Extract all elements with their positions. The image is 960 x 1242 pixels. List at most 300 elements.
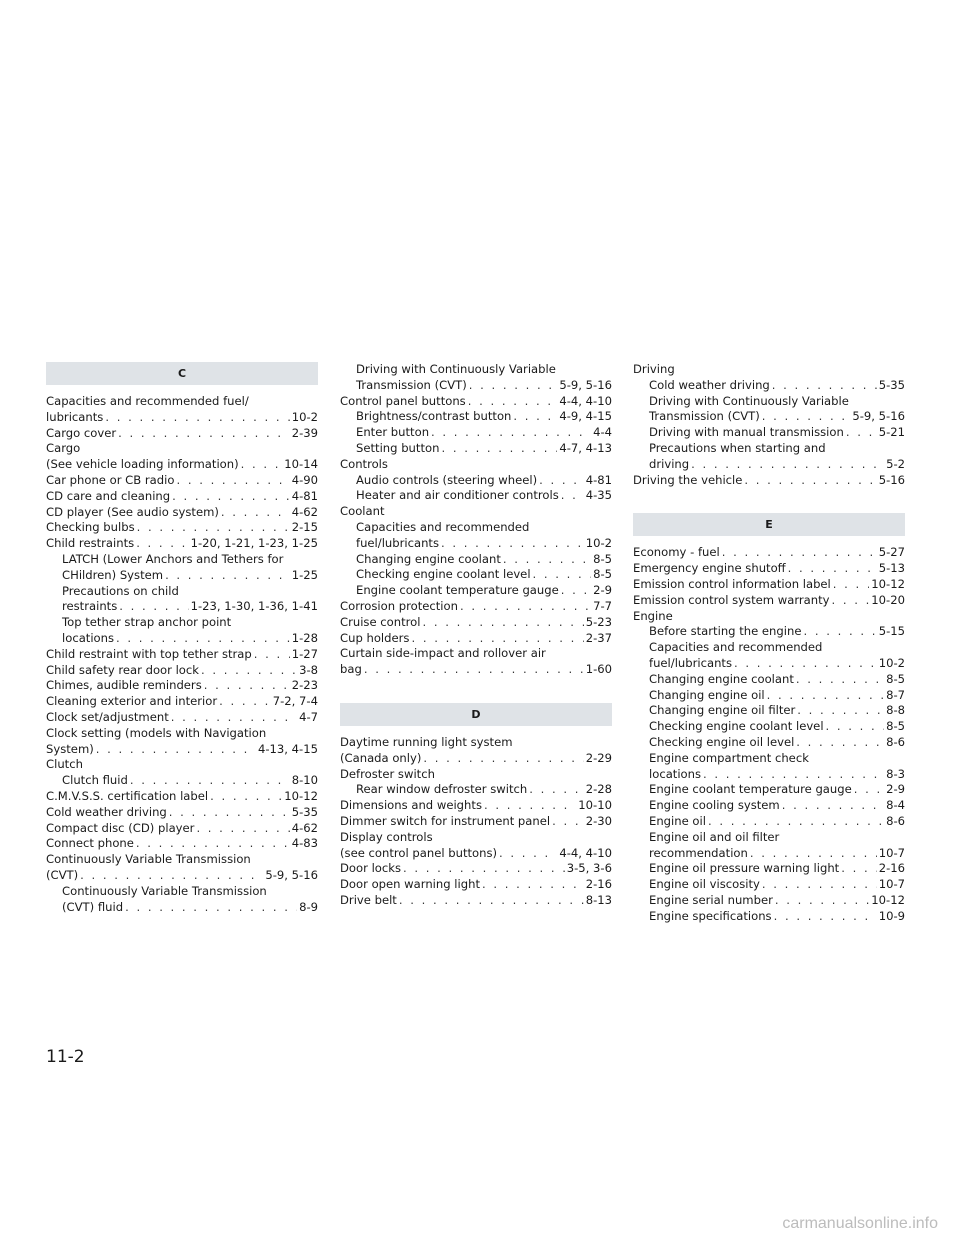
dot-leader	[196, 821, 289, 837]
dot-leader	[399, 893, 584, 909]
index-column-1	[46, 362, 318, 915]
index-entry	[46, 536, 318, 552]
section-header: C	[46, 362, 318, 385]
entry-text: C.M.V.S.S. certification label	[46, 788, 209, 803]
entry-text: Emission control system warranty	[633, 592, 830, 607]
index-entry	[633, 735, 905, 751]
dot-leader	[484, 798, 576, 814]
index-heading: Engine compartment check	[649, 750, 809, 765]
dot-leader	[796, 735, 884, 751]
index-entry	[46, 710, 318, 726]
entry-page: 4-4, 4-10	[559, 393, 612, 408]
dot-leader	[130, 773, 290, 789]
entry-page: 5-16	[878, 472, 905, 487]
entry-page: 4-7, 4-13	[559, 440, 612, 455]
entry-text: Door open warning light	[340, 877, 480, 892]
entry-text: Dimensions and weights	[340, 798, 482, 813]
index-entry	[46, 473, 318, 489]
entry-text: recommendation	[649, 845, 748, 860]
index-entry	[46, 489, 318, 505]
dot-leader	[204, 678, 290, 694]
index-entry	[340, 751, 612, 767]
entry-text: Engine coolant temperature gauge	[649, 782, 852, 797]
entry-page: 5-21	[878, 425, 905, 440]
page-number: 11-2	[46, 1047, 85, 1067]
index-entry	[633, 877, 905, 893]
entry-text: Engine oil	[649, 813, 706, 828]
entry-page: 5-13	[878, 561, 905, 576]
index-column-3	[633, 362, 905, 925]
index-entry	[633, 624, 905, 640]
dot-leader	[118, 426, 290, 442]
index-heading: Top tether strap anchor point	[62, 615, 232, 630]
dot-leader	[797, 703, 884, 719]
entry-text: CHildren) System	[62, 567, 164, 582]
index-entry	[340, 488, 612, 504]
dot-leader	[772, 378, 877, 394]
index-heading: Cargo	[46, 441, 81, 456]
index-entry	[633, 688, 905, 704]
index-entry	[46, 868, 318, 884]
entry-text: Changing engine coolant	[356, 551, 501, 566]
index-entry	[633, 861, 905, 877]
index-entry	[633, 719, 905, 735]
dot-leader	[775, 893, 869, 909]
index-entry	[633, 545, 905, 561]
entry-page: 10-12	[871, 892, 905, 907]
index-column-2	[340, 362, 612, 909]
dot-leader	[364, 662, 584, 678]
index-heading: Defroster switch	[340, 766, 435, 781]
index-entry	[340, 441, 612, 457]
dot-leader	[561, 583, 591, 599]
entry-page: 10-12	[871, 576, 905, 591]
dot-leader	[833, 577, 870, 593]
index-entry	[340, 536, 612, 552]
section-gap	[340, 678, 612, 703]
entry-page: 2-23	[291, 678, 318, 693]
entry-text: Cold weather driving	[649, 377, 770, 392]
dot-leader	[796, 672, 884, 688]
dot-leader	[803, 624, 876, 640]
entry-page: 4-81	[585, 472, 612, 487]
entry-text: Child restraints	[46, 536, 135, 551]
index-entry	[633, 656, 905, 672]
entry-text: Car phone or CB radio	[46, 472, 175, 487]
entry-page: 8-4	[886, 798, 905, 813]
dot-leader	[762, 409, 851, 425]
index-heading: Capacities and recommended fuel/	[46, 394, 249, 408]
dot-leader	[423, 751, 583, 767]
entry-page: 5-23	[585, 614, 612, 629]
entry-text: Checking engine coolant level	[649, 719, 824, 734]
index-entry	[633, 798, 905, 814]
entry-page: 8-5	[593, 551, 612, 566]
entry-page: 2-30	[585, 813, 612, 828]
entry-text: (CVT) fluid	[62, 899, 124, 914]
dot-leader	[210, 789, 282, 805]
entry-text: driving	[649, 456, 690, 471]
dot-leader	[441, 441, 557, 457]
index-entry	[46, 631, 318, 647]
index-entry	[340, 615, 612, 631]
dot-leader	[201, 663, 297, 679]
section-header: D	[340, 703, 612, 726]
section-header: E	[633, 513, 905, 536]
index-heading: Continuously Variable Transmission	[62, 883, 267, 898]
index-entry	[46, 789, 318, 805]
entry-page: 2-16	[878, 861, 905, 876]
entry-text: Drive belt	[340, 892, 397, 907]
watermark: carmanualsonline.info	[782, 1215, 938, 1232]
index-entry	[46, 520, 318, 536]
entry-page: 1-28	[291, 630, 318, 645]
entry-text: Engine specifications	[649, 908, 772, 923]
dot-leader	[529, 782, 583, 798]
entry-text: CD player (See audio system)	[46, 504, 219, 519]
entry-text: Heater and air conditioner controls	[356, 488, 559, 503]
index-heading: Driving	[633, 362, 675, 376]
entry-text: Brightness/contrast button	[356, 409, 512, 424]
entry-page: 4-62	[291, 504, 318, 519]
index-entry	[633, 846, 905, 862]
index-entry	[340, 394, 612, 410]
dot-leader	[826, 719, 885, 735]
entry-text: Connect phone	[46, 836, 134, 851]
index-heading: Capacities and recommended	[649, 640, 823, 655]
entry-page: 8-6	[886, 813, 905, 828]
index-entry	[340, 877, 612, 893]
entry-text: Rear window defroster switch	[356, 782, 528, 797]
dot-leader	[782, 798, 884, 814]
entry-page: 4-13, 4-15	[258, 741, 318, 756]
entry-page: 2-29	[585, 750, 612, 765]
dot-leader	[744, 473, 876, 489]
entry-text: Checking engine coolant level	[356, 567, 531, 582]
entry-text: Transmission (CVT)	[356, 377, 467, 392]
entry-page: 5-35	[878, 377, 905, 392]
dot-leader	[774, 909, 877, 925]
entry-text: Child safety rear door lock	[46, 662, 199, 677]
dot-leader	[221, 505, 290, 521]
entry-page: 2-16	[585, 877, 612, 892]
entry-page: 4-81	[291, 488, 318, 503]
index-entry	[46, 821, 318, 837]
entry-text: Emergency engine shutoff	[633, 561, 786, 576]
dot-leader	[241, 457, 283, 473]
entry-page: 1-20, 1-21, 1-23, 1-25	[190, 536, 318, 551]
entry-text: (Canada only)	[340, 750, 422, 765]
index-heading: Clock setting (models with Navigation	[46, 725, 267, 740]
entry-page: 5-15	[878, 624, 905, 639]
dot-leader	[722, 545, 877, 561]
entry-page: 4-4	[593, 425, 612, 440]
index-entry	[633, 593, 905, 609]
dot-leader	[832, 593, 870, 609]
index-entry	[46, 805, 318, 821]
dot-leader	[80, 868, 263, 884]
dot-leader	[708, 814, 884, 830]
dot-leader	[136, 836, 290, 852]
index-entry	[340, 846, 612, 862]
entry-page: 3-8	[299, 662, 318, 677]
index-entry	[46, 457, 318, 473]
dot-leader	[176, 473, 289, 489]
entry-page: 8-5	[886, 719, 905, 734]
dot-leader	[422, 615, 583, 631]
entry-text: restraints	[62, 599, 118, 614]
entry-text: (CVT)	[46, 867, 79, 882]
dot-leader	[767, 688, 884, 704]
entry-page: 8-5	[886, 671, 905, 686]
index-heading: Curtain side-impact and rollover air	[340, 646, 546, 661]
entry-page: 4-7	[299, 709, 318, 724]
dot-leader	[539, 473, 584, 489]
index-heading: Daytime running light system	[340, 734, 513, 749]
entry-text: Dimmer switch for instrument panel	[340, 813, 551, 828]
index-entry	[633, 561, 905, 577]
entry-page: 2-39	[291, 425, 318, 440]
dot-leader	[119, 599, 188, 615]
dot-leader	[750, 846, 877, 862]
dot-leader	[846, 425, 877, 441]
entry-text: (See vehicle loading information)	[46, 457, 239, 472]
entry-text: Chimes, audible reminders	[46, 678, 202, 693]
dot-leader	[513, 409, 557, 425]
dot-leader	[431, 425, 591, 441]
index-entry	[340, 814, 612, 830]
entry-text: Driving with manual transmission	[649, 425, 844, 440]
dot-leader	[96, 742, 256, 758]
index-entry	[633, 409, 905, 425]
entry-text: locations	[649, 766, 702, 781]
dot-leader	[762, 877, 877, 893]
dot-leader	[254, 647, 290, 663]
index-entry	[46, 900, 318, 916]
entry-page: 8-7	[886, 687, 905, 702]
dot-leader	[116, 631, 290, 647]
entry-page: 1-25	[291, 567, 318, 582]
index-entry	[340, 893, 612, 909]
entry-page: 10-7	[878, 877, 905, 892]
index-entry	[340, 552, 612, 568]
index-heading: Coolant	[340, 504, 385, 519]
index-heading: Controls	[340, 456, 388, 471]
index-entry	[46, 836, 318, 852]
index-entry	[633, 703, 905, 719]
index-entry	[46, 663, 318, 679]
index-entry	[46, 742, 318, 758]
entry-text: Changing engine oil filter	[649, 703, 796, 718]
entry-page: 4-90	[291, 472, 318, 487]
entry-page: 10-10	[578, 798, 612, 813]
index-heading: Display controls	[340, 829, 433, 844]
entry-page: 7-7	[593, 598, 612, 613]
dot-leader	[460, 599, 591, 615]
entry-page: 5-9, 5-16	[852, 409, 905, 424]
entry-page: 10-2	[291, 409, 318, 424]
index-heading: Capacities and recommended	[356, 519, 530, 534]
dot-leader	[561, 488, 584, 504]
index-entry	[340, 473, 612, 489]
index-entry	[46, 410, 318, 426]
entry-page: 4-4, 4-10	[559, 845, 612, 860]
entry-page: 10-2	[585, 535, 612, 550]
index-entry	[340, 782, 612, 798]
index-heading: Engine	[633, 608, 673, 623]
dot-leader	[136, 536, 188, 552]
entry-text: Before starting the engine	[649, 624, 802, 639]
entry-page: 5-9, 5-16	[559, 377, 612, 392]
dot-leader	[125, 900, 297, 916]
dot-leader	[441, 536, 584, 552]
index-entry	[46, 678, 318, 694]
dot-leader	[105, 410, 289, 426]
entry-page: 2-9	[886, 782, 905, 797]
index-heading: Precautions when starting and	[649, 440, 826, 455]
entry-text: Engine coolant temperature gauge	[356, 583, 559, 598]
entry-text: Cup holders	[340, 630, 410, 645]
entry-text: Cleaning exterior and interior	[46, 694, 218, 709]
entry-page: 7-2, 7-4	[272, 694, 318, 709]
index-heading: Driving with Continuously Variable	[649, 393, 849, 408]
entry-page: 4-83	[291, 836, 318, 851]
index-entry	[46, 505, 318, 521]
entry-page: 8-3	[886, 766, 905, 781]
index-heading: Precautions on child	[62, 583, 179, 598]
entry-text: Setting button	[356, 440, 440, 455]
entry-page: 2-15	[291, 520, 318, 535]
dot-leader	[503, 552, 591, 568]
entry-text: fuel/lubricants	[356, 535, 440, 550]
entry-page: 4-62	[291, 820, 318, 835]
entry-text: Cruise control	[340, 614, 421, 629]
dot-leader	[691, 457, 884, 473]
entry-text: Control panel buttons	[340, 393, 466, 408]
dot-leader	[533, 567, 592, 583]
entry-text: lubricants	[46, 409, 104, 424]
entry-text: Economy - fuel	[633, 545, 720, 560]
dot-leader	[169, 805, 290, 821]
dot-leader	[468, 394, 558, 410]
entry-text: fuel/lubricants	[649, 655, 733, 670]
dot-leader	[219, 694, 271, 710]
index-entry	[633, 378, 905, 394]
entry-page: 2-9	[593, 583, 612, 598]
index-entry	[340, 583, 612, 599]
entry-text: Audio controls (steering wheel)	[356, 472, 538, 487]
entry-text: bag	[340, 662, 362, 677]
index-entry	[46, 647, 318, 663]
entry-text: (see control panel buttons)	[340, 845, 498, 860]
entry-text: Engine oil pressure warning light	[649, 861, 840, 876]
index-heading: Continuously Variable Transmission	[46, 852, 251, 867]
dot-leader	[552, 814, 584, 830]
index-entry	[46, 426, 318, 442]
dot-leader	[703, 767, 884, 783]
entry-text: Clutch fluid	[62, 773, 128, 788]
index-entry	[633, 425, 905, 441]
entry-page: 5-9, 5-16	[265, 867, 318, 882]
entry-page: 10-12	[284, 788, 318, 803]
entry-text: Child restraint with top tether strap	[46, 646, 252, 661]
dot-leader	[165, 568, 290, 584]
index-entry	[340, 409, 612, 425]
entry-text: Corrosion protection	[340, 598, 458, 613]
dot-leader	[854, 782, 884, 798]
entry-page: 4-9, 4-15	[559, 409, 612, 424]
entry-text: Engine oil viscosity	[649, 877, 760, 892]
index-entry	[633, 473, 905, 489]
entry-text: Clock set/adjustment	[46, 709, 169, 724]
index-entry	[46, 694, 318, 710]
entry-page: 8-8	[886, 703, 905, 718]
entry-page: 8-13	[585, 892, 612, 907]
index-entry	[340, 425, 612, 441]
index-entry	[633, 577, 905, 593]
entry-page: 3-5, 3-6	[566, 861, 612, 876]
entry-text: Engine serial number	[649, 892, 773, 907]
entry-page: 5-27	[878, 545, 905, 560]
index-entry	[340, 798, 612, 814]
index-entry	[633, 782, 905, 798]
dot-leader	[841, 861, 876, 877]
index-entry	[633, 767, 905, 783]
index-heading: Driving with Continuously Variable	[356, 362, 556, 376]
entry-page: 1-23, 1-30, 1-36, 1-41	[190, 599, 318, 614]
entry-text: Changing engine oil	[649, 687, 765, 702]
index-entry	[340, 631, 612, 647]
entry-page: 5-35	[291, 804, 318, 819]
entry-text: System)	[46, 741, 94, 756]
entry-page: 10-9	[878, 908, 905, 923]
entry-text: Checking engine oil level	[649, 734, 795, 749]
entry-text: Cargo cover	[46, 425, 117, 440]
index-entry	[633, 909, 905, 925]
entry-text: Cold weather driving	[46, 804, 167, 819]
index-entry	[340, 662, 612, 678]
index-entry	[340, 567, 612, 583]
index-entry	[46, 568, 318, 584]
index-entry	[633, 457, 905, 473]
entry-page: 2-28	[585, 782, 612, 797]
entry-page: 2-37	[585, 630, 612, 645]
entry-text: CD care and cleaning	[46, 488, 171, 503]
section-gap	[633, 488, 905, 513]
entry-page: 8-10	[291, 773, 318, 788]
index-entry	[633, 814, 905, 830]
entry-text: locations	[62, 630, 115, 645]
index-entry	[46, 599, 318, 615]
index-entry	[340, 861, 612, 877]
dot-leader	[171, 710, 297, 726]
dot-leader	[411, 631, 583, 647]
entry-text: Compact disc (CD) player	[46, 820, 195, 835]
entry-page: 10-20	[871, 592, 905, 607]
index-heading: Engine oil and oil filter	[649, 829, 780, 844]
entry-page: 10-2	[878, 655, 905, 670]
entry-page: 1-60	[585, 662, 612, 677]
entry-text: Emission control information label	[633, 576, 831, 591]
entry-page: 8-9	[299, 899, 318, 914]
entry-text: Door locks	[340, 861, 402, 876]
index-entry	[340, 599, 612, 615]
entry-page: 1-27	[291, 646, 318, 661]
entry-text: Engine cooling system	[649, 798, 780, 813]
entry-text: Driving the vehicle	[633, 472, 743, 487]
dot-leader	[788, 561, 877, 577]
entry-page: 8-5	[593, 567, 612, 582]
